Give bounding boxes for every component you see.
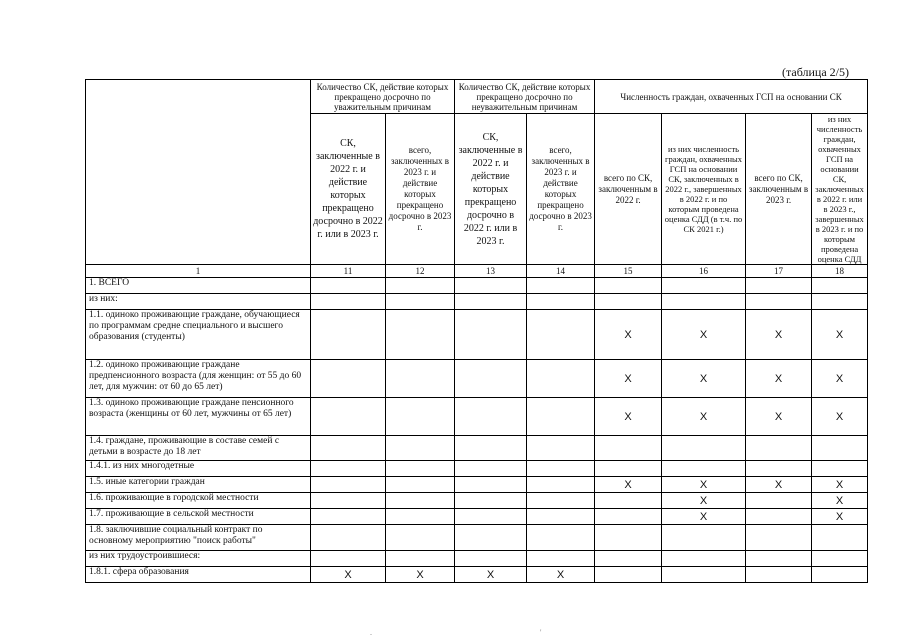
row-label: 1.6. проживающие в городской местности xyxy=(86,493,311,509)
table-cell xyxy=(812,567,868,583)
column-number: 1 xyxy=(86,265,311,278)
table-cell xyxy=(812,525,868,551)
table-cell xyxy=(746,436,812,461)
table-row xyxy=(86,360,868,398)
table-cell: X xyxy=(746,310,812,360)
table-cell: X xyxy=(527,567,595,583)
header-col11: СК, заключенные в 2022 г. и действие которых прекращено досрочно в 2022 г. или в 2023 г. xyxy=(311,114,386,265)
table-cell xyxy=(812,551,868,567)
table-cell xyxy=(386,551,455,567)
table-cell xyxy=(386,477,455,493)
header-col12: всего, заключенных в 2023 г. и действие которых прекращено досрочно в 2023 г. xyxy=(386,114,455,265)
table-cell xyxy=(386,493,455,509)
table-cell: X xyxy=(662,493,746,509)
table-cell xyxy=(386,525,455,551)
header-group-citizens: Численность граждан, охваченных ГСП на основании СК xyxy=(595,80,868,114)
table-cell: X xyxy=(662,360,746,398)
table-cell xyxy=(386,436,455,461)
table-cell xyxy=(746,525,812,551)
row-label: 1.2. одиноко проживающие граждане предпенсионного возраста (для женщин: от 55 до 60 лет, для мужчин: от 60 до 65 лет) xyxy=(86,360,311,398)
table-cell xyxy=(746,278,812,294)
header-col18: из них численность граждан, охваченных ГСП на основании СК, заключенных в 2022 г. или в 2023 г., завершенных в 2023 г. и по которым проведена оценка СДД xyxy=(812,114,868,265)
header-col13: СК, заключенные в 2022 г. и действие которых прекращено досрочно в 2022 г. или в 2023 г. xyxy=(455,114,527,265)
scan-mark: . xyxy=(370,628,372,637)
table-cell xyxy=(455,310,527,360)
table-cell xyxy=(386,509,455,525)
table-cell xyxy=(662,551,746,567)
table-row xyxy=(86,436,868,461)
table-row xyxy=(86,477,868,493)
table-cell: X xyxy=(455,567,527,583)
table-cell xyxy=(812,461,868,477)
table-cell xyxy=(662,461,746,477)
table-cell: X xyxy=(595,477,662,493)
table-cell xyxy=(386,294,455,310)
table-cell: X xyxy=(662,509,746,525)
table-cell xyxy=(595,551,662,567)
table-cell xyxy=(527,294,595,310)
table-row xyxy=(86,461,868,477)
table-cell: X xyxy=(812,493,868,509)
table-cell xyxy=(527,278,595,294)
row-label: 1.4. граждане, проживающие в составе семей с детьми в возрасте до 18 лет xyxy=(86,436,311,461)
table-cell xyxy=(595,525,662,551)
table-cell xyxy=(527,509,595,525)
table-cell xyxy=(311,525,386,551)
header-col14: всего, заключенных в 2023 г. и действие которых прекращено досрочно в 2023 г. xyxy=(527,114,595,265)
table-cell xyxy=(527,525,595,551)
table-cell xyxy=(386,398,455,436)
table-cell xyxy=(311,360,386,398)
table-cell xyxy=(527,551,595,567)
table-cell xyxy=(662,525,746,551)
column-number: 18 xyxy=(812,265,868,278)
header-blank xyxy=(86,80,311,265)
column-number: 12 xyxy=(386,265,455,278)
table-cell xyxy=(746,567,812,583)
table-cell xyxy=(311,278,386,294)
table-cell xyxy=(746,461,812,477)
table-cell: X xyxy=(311,567,386,583)
table-cell xyxy=(812,436,868,461)
scan-mark: ' xyxy=(540,628,542,637)
row-label: 1.7. проживающие в сельской местности xyxy=(86,509,311,525)
row-label: 1.3. одиноко проживающие граждане пенсионного возраста (женщины от 60 лет, мужчины от 65 лет) xyxy=(86,398,311,436)
header-group-valid-reasons: Количество СК, действие которых прекращено досрочно по уважительным причинам xyxy=(311,80,455,114)
table-cell: X xyxy=(662,310,746,360)
table-cell xyxy=(311,436,386,461)
table-cell xyxy=(595,436,662,461)
column-number: 11 xyxy=(311,265,386,278)
table-cell xyxy=(311,461,386,477)
table-cell xyxy=(662,436,746,461)
table-caption: (таблица 2/5) xyxy=(782,65,850,79)
row-label: 1.1. одиноко проживающие граждане, обучающиеся по программам средне специального и высшего образования (студенты) xyxy=(86,310,311,360)
table-cell xyxy=(311,477,386,493)
header-col16: из них численность граждан, охваченных ГСП на основании СК, заключенных в 2022 г., завершенных в 2022 г. и по которым проведена оценка СДД (в т.ч. по СК 2021 г.) xyxy=(662,114,746,265)
row-label: 1.4.1. из них многодетные xyxy=(86,461,311,477)
table-cell: X xyxy=(746,398,812,436)
table-body xyxy=(86,278,868,583)
table-cell: X xyxy=(595,398,662,436)
table-row xyxy=(86,278,868,294)
table-cell xyxy=(311,294,386,310)
table-cell xyxy=(311,398,386,436)
table-cell xyxy=(527,461,595,477)
table-cell xyxy=(455,525,527,551)
table-row xyxy=(86,567,868,583)
table-cell xyxy=(662,294,746,310)
report-table xyxy=(85,79,868,583)
row-label: из них: xyxy=(86,294,311,310)
table-cell xyxy=(812,294,868,310)
table-row xyxy=(86,310,868,360)
table-cell: X xyxy=(662,398,746,436)
column-number: 15 xyxy=(595,265,662,278)
table-cell: X xyxy=(595,360,662,398)
table-cell xyxy=(527,398,595,436)
table-cell xyxy=(311,310,386,360)
table-cell: X xyxy=(746,360,812,398)
header-col17: всего по СК, заключенным в 2023 г. xyxy=(746,114,812,265)
table-cell xyxy=(595,567,662,583)
table-cell xyxy=(527,310,595,360)
table-cell xyxy=(311,551,386,567)
table-cell: X xyxy=(812,398,868,436)
table-cell: X xyxy=(812,310,868,360)
table-cell: X xyxy=(662,477,746,493)
table-cell xyxy=(746,493,812,509)
column-number-row xyxy=(86,265,868,278)
row-label: 1.8.1. сфера образования xyxy=(86,567,311,583)
table-row xyxy=(86,398,868,436)
table-cell xyxy=(455,509,527,525)
column-number: 13 xyxy=(455,265,527,278)
table-cell xyxy=(662,567,746,583)
table-cell xyxy=(386,278,455,294)
row-label: из них трудоустроившиеся: xyxy=(86,551,311,567)
table-row xyxy=(86,551,868,567)
table-cell xyxy=(662,278,746,294)
table-cell xyxy=(386,461,455,477)
table-cell: X xyxy=(386,567,455,583)
table-cell xyxy=(595,278,662,294)
table-cell xyxy=(746,294,812,310)
table-cell xyxy=(455,398,527,436)
table-cell xyxy=(455,477,527,493)
table-cell: X xyxy=(595,310,662,360)
table-cell xyxy=(812,278,868,294)
table-cell xyxy=(527,436,595,461)
table-cell xyxy=(455,551,527,567)
table-cell xyxy=(595,294,662,310)
column-number: 14 xyxy=(527,265,595,278)
table-cell xyxy=(527,493,595,509)
table-cell xyxy=(527,360,595,398)
header-group-invalid-reasons: Количество СК, действие которых прекращено досрочно по неуважительным причинам xyxy=(455,80,595,114)
header-col15: всего по СК, заключенным в 2022 г. xyxy=(595,114,662,265)
table-cell xyxy=(746,551,812,567)
table-cell: X xyxy=(746,477,812,493)
table-cell xyxy=(527,477,595,493)
table-row xyxy=(86,493,868,509)
table-cell xyxy=(455,461,527,477)
table-cell: X xyxy=(812,360,868,398)
row-label: 1.8. заключившие социальный контракт по основному мероприятию "поиск работы" xyxy=(86,525,311,551)
table-cell xyxy=(746,509,812,525)
table-cell xyxy=(455,436,527,461)
table-cell xyxy=(595,493,662,509)
table-cell xyxy=(455,493,527,509)
column-number: 16 xyxy=(662,265,746,278)
table-row xyxy=(86,509,868,525)
table-row xyxy=(86,525,868,551)
table-cell xyxy=(455,294,527,310)
table-cell xyxy=(595,509,662,525)
table-cell xyxy=(386,310,455,360)
table-cell xyxy=(386,360,455,398)
column-number: 17 xyxy=(746,265,812,278)
table-cell: X xyxy=(812,477,868,493)
table-row xyxy=(86,294,868,310)
table-cell xyxy=(595,461,662,477)
row-label: 1.5. иные категории граждан xyxy=(86,477,311,493)
table-cell xyxy=(311,493,386,509)
table-cell xyxy=(455,360,527,398)
row-label: 1. ВСЕГО xyxy=(86,278,311,294)
table-cell xyxy=(311,509,386,525)
table-cell: X xyxy=(812,509,868,525)
table-cell xyxy=(455,278,527,294)
